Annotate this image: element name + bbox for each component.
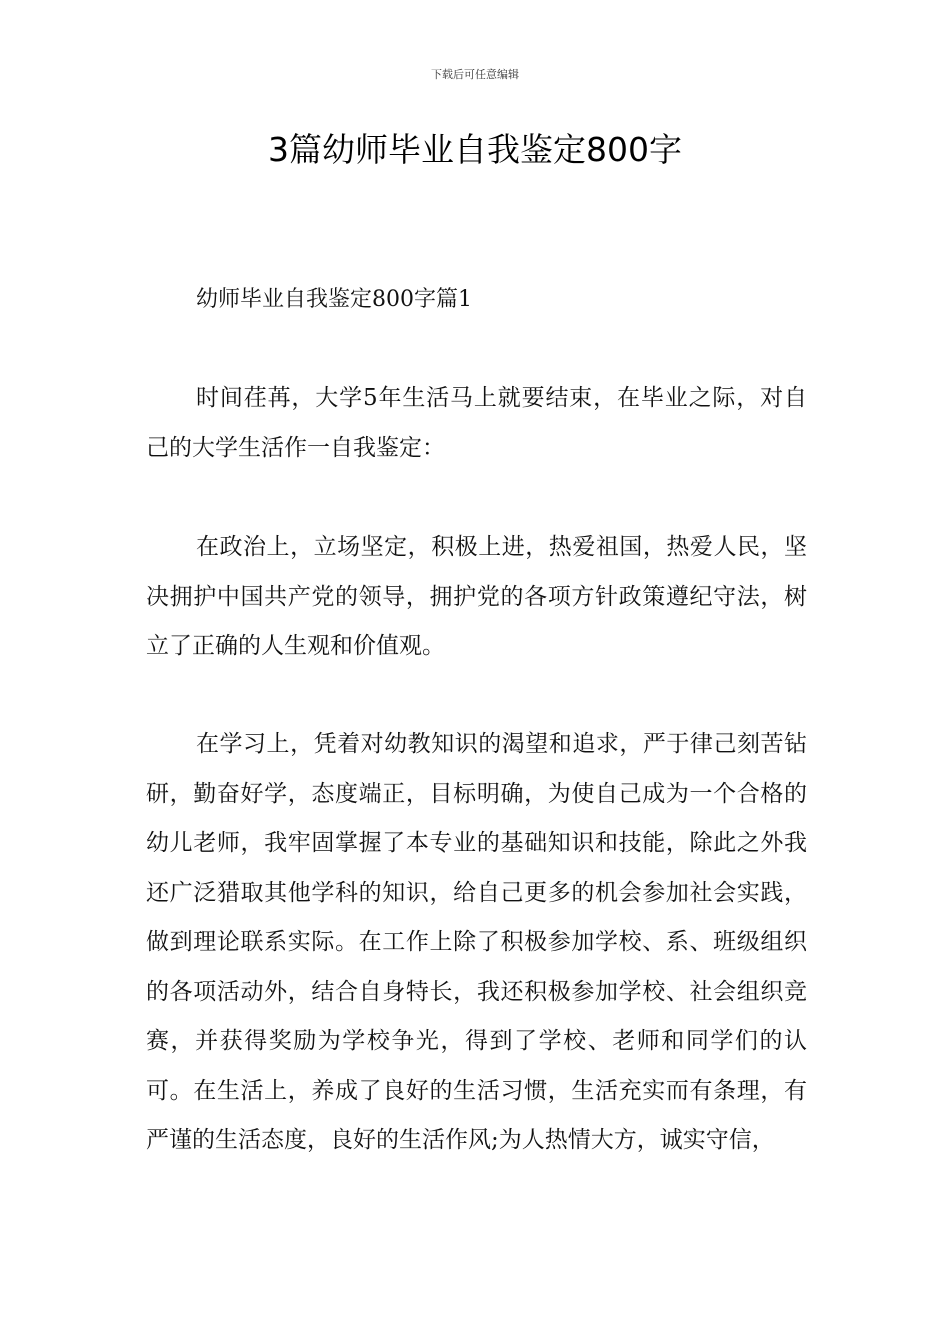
paragraph-intro: 时间荏苒，大学5年生活马上就要结束，在毕业之际，对自己的大学生活作一自我鉴定： <box>146 385 807 461</box>
document-title: 3篇幼师毕业自我鉴定800字 <box>268 130 682 169</box>
paragraph-study-work-life: 在学习上，凭着对幼教知识的渴望和追求，严于律己刻苦钻研，勤奋好学，态度端正，目标明确，为使自己成为一个合格的幼儿老师，我牢固掌握了本专业的基础知识和技能，除此之外我还广泛猎取其他学科的知识，给自己更多的机会参加社会实践，做到理论联系实际。在工作上除了积极参加学校、系、班级组织的各项活动外，结合自身特长，我还积极参加学校、社会组织竞赛，并获得奖励为学校争光，得到了学校、老师和同学们的认可。在生活上，养成了良好的生活习惯，生活充实而有条理，有严谨的生活态度，良好的生活作风;为人热情大方，诚实守信， <box>146 731 807 1153</box>
section-heading: 幼师毕业自我鉴定800字篇1 <box>196 287 472 312</box>
header-note: 下载后可任意编辑 <box>431 68 519 81</box>
paragraph-politics: 在政治上，立场坚定，积极上进，热爱祖国，热爱人民，坚决拥护中国共产党的领导，拥护党的各项方针政策遵纪守法，树立了正确的人生观和价值观。 <box>146 534 807 659</box>
